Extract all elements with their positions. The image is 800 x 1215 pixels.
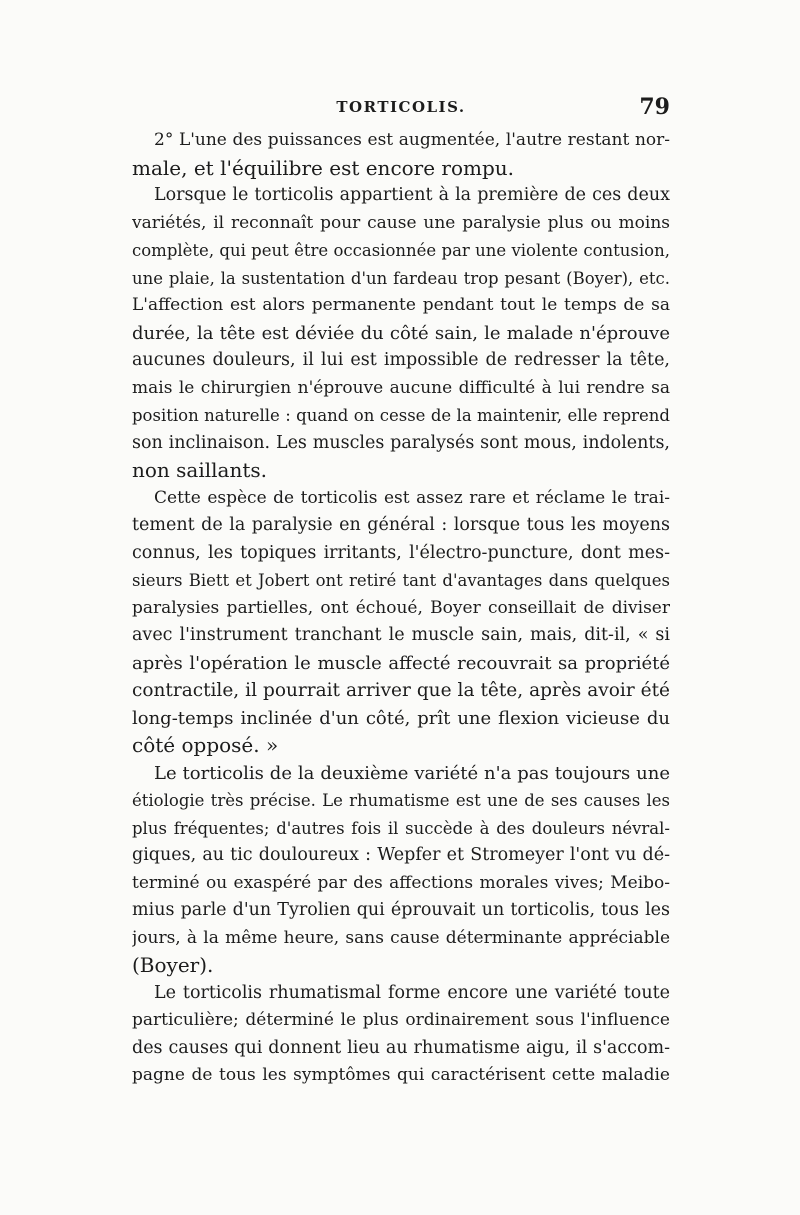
text-line: jours, à la même heure, sans cause déterminante appréciable bbox=[132, 927, 670, 948]
text-line: sieurs Biett et Jobert ont retiré tant d'avantages dans quelques bbox=[132, 571, 670, 590]
text-line: (Boyer). bbox=[132, 953, 214, 977]
paragraph bbox=[132, 127, 670, 182]
text-line: avec l'instrument tranchant le muscle sain, mais, dit-il, « si bbox=[132, 625, 670, 645]
paragraph bbox=[132, 760, 670, 980]
text-line: côté opposé. » bbox=[132, 733, 279, 757]
text-line: son inclinaison. Les muscles paralysés sont mous, indolents, bbox=[132, 432, 670, 453]
text-line: paralysies partielles, ont échoué, Boyer conseillait de diviser bbox=[132, 597, 670, 618]
text-line: étiologie très précise. Le rhumatisme est une de ses causes les bbox=[132, 791, 670, 810]
text-line: terminé ou exaspéré par des affections morales vives; Meibo- bbox=[132, 872, 670, 893]
text-line: Cette espèce de torticolis est assez rare et réclame le trai- bbox=[154, 487, 670, 508]
running-head bbox=[132, 94, 670, 122]
paragraph bbox=[132, 980, 670, 1090]
text-line: Lorsque le torticolis appartient à la première de ces deux bbox=[154, 185, 670, 205]
text-line: après l'opération le muscle affecté recouvrait sa propriété bbox=[132, 652, 670, 674]
text-line: long-temps inclinée d'un côté, prît une flexion vicieuse du bbox=[132, 707, 670, 729]
text-line: particulière; déterminé le plus ordinairement sous l'influence bbox=[132, 1010, 670, 1030]
text-line: complète, qui peut être occasionnée par une violente contusion, bbox=[132, 241, 670, 260]
paragraph bbox=[132, 182, 670, 485]
text-line: des causes qui donnent lieu au rhumatisme aigu, il s'accom- bbox=[132, 1037, 670, 1058]
text-line: 2° L'une des puissances est augmentée, l'autre restant nor- bbox=[154, 130, 670, 150]
text-line: contractile, il pourrait arriver que la tête, après avoir été bbox=[132, 680, 670, 701]
text-line: durée, la tête est déviée du côté sain, le malade n'éprouve bbox=[132, 322, 670, 344]
text-line: L'affection est alors permanente pendant tout le temps de sa bbox=[132, 295, 670, 315]
text-line: mius parle d'un Tyrolien qui éprouvait un torticolis, tous les bbox=[132, 900, 670, 920]
text-line: mais le chirurgien n'éprouve aucune difficulté à lui rendre sa bbox=[132, 377, 670, 398]
text-line: male, et l'équilibre est encore rompu. bbox=[132, 155, 515, 180]
body-text bbox=[132, 127, 670, 1090]
text-line: giques, au tic douloureux : Wepfer et Stromeyer l'ont vu dé- bbox=[132, 845, 670, 865]
text-line: variétés, il reconnaît pour cause une paralysie plus ou moins bbox=[132, 212, 670, 233]
text-line: une plaie, la sustentation d'un fardeau trop pesant (Boyer), etc. bbox=[132, 268, 670, 288]
text-line: position naturelle : quand on cesse de la maintenir, elle reprend bbox=[132, 406, 670, 425]
paragraph bbox=[132, 485, 670, 760]
text-line: non saillants. bbox=[132, 458, 267, 482]
text-line: connus, les topiques irritants, l'électro-puncture, dont mes- bbox=[132, 542, 670, 563]
text-line: Le torticolis de la deuxième variété n'a pas toujours une bbox=[154, 762, 670, 784]
text-line: tement de la paralysie en général : lorsque tous les moyens bbox=[132, 515, 670, 535]
text-line: Le torticolis rhumatismal forme encore une variété toute bbox=[154, 982, 670, 1003]
text-line: plus fréquentes; d'autres fois il succède à des douleurs névral- bbox=[132, 818, 670, 838]
text-line: pagne de tous les symptômes qui caractérisent cette maladie bbox=[132, 1065, 670, 1085]
running-title: TORTICOLIS. bbox=[336, 98, 466, 116]
page-number: 79 bbox=[639, 94, 670, 120]
text-line: aucunes douleurs, il lui est impossible de redresser la tête, bbox=[132, 350, 670, 370]
